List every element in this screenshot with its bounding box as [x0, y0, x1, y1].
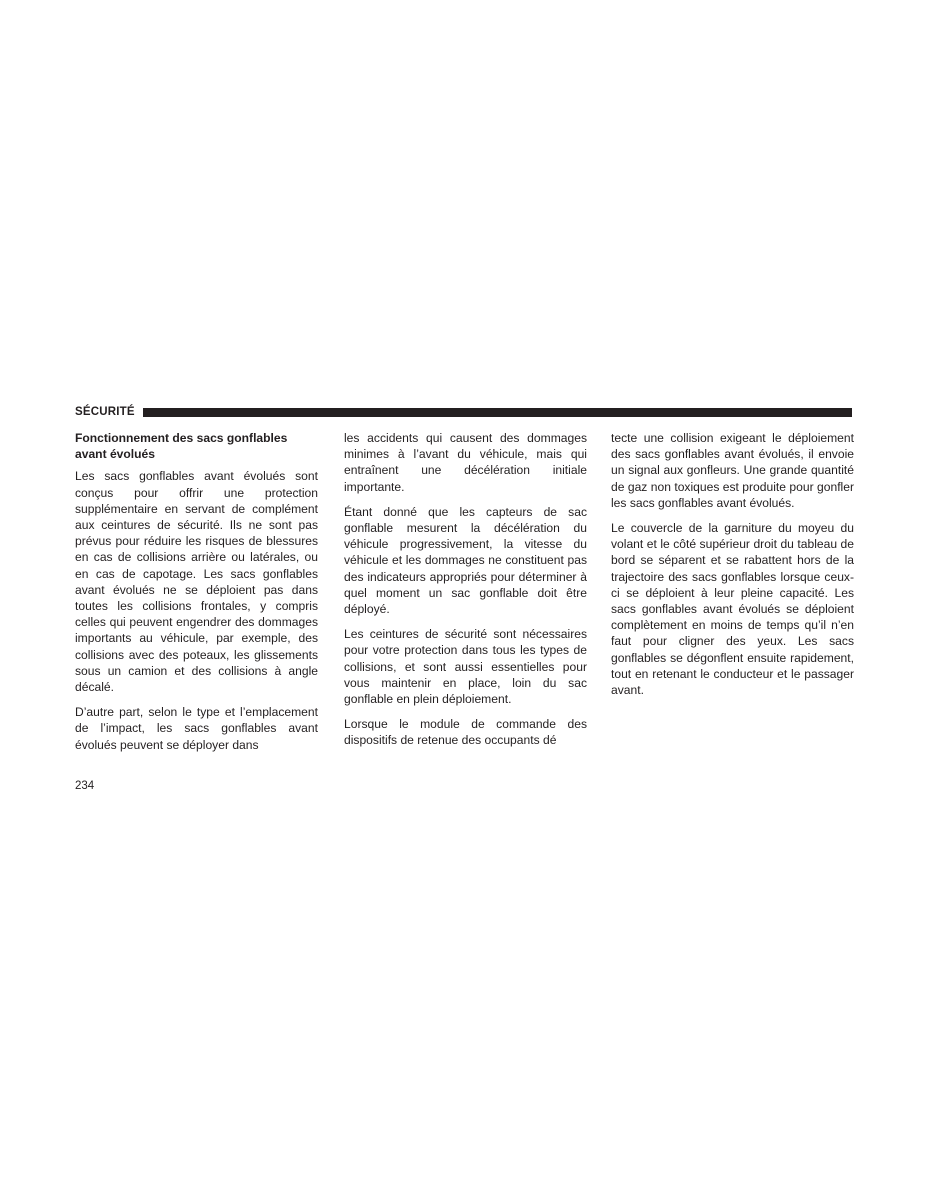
subsection-heading: Fonctionnement des sacs gonflables avant évolués — [75, 431, 288, 462]
page-number: 234 — [75, 780, 95, 792]
paragraph: Étant donné que les capteurs de sac gonflable mesurent la décélération du véhicule progressivement, la vitesse du véhicule et les dommages ne constituent pas des indicateurs appropriés pour déterminer à quel moment un sac gonflable doit être déployé. — [344, 504, 587, 617]
text-column-3 — [611, 430, 854, 707]
paragraph: Le couvercle de la garniture du moyeu du volant et le côté supérieur droit du tableau de bord se séparent et se rabattent hors de la trajectoire des sacs gonflables lorsque ceux-ci se déploient à leur pleine capacité. Les sacs gonflables avant évolués se déploient complètement en moins de temps qu’il n’en faut pour cligner des yeux. Les sacs gonflables se dégonflent ensuite rapidement, tout en retenant le conducteur et le passager avant. — [611, 521, 854, 698]
text-column-2 — [344, 430, 587, 758]
paragraph: les accidents qui causent des dommages minimes à l’avant du véhicule, mais qui entraînent une décélération initiale importante. — [344, 431, 587, 494]
paragraph: D’autre part, selon le type et l’emplacement de l’impact, les sacs gonflables avant évolués peuvent se déployer dans — [75, 705, 318, 752]
paragraph: Lorsque le module de commande des dispositifs de retenue des occupants dé — [344, 717, 587, 748]
section-rule-bar — [143, 408, 852, 417]
text-column-1 — [75, 430, 318, 762]
paragraph: Les ceintures de sécurité sont nécessaires pour votre protection dans tous les types de collisions, et sont aussi essentielles pour vous maintenir en place, loin du sac gonflable en plein déploiement. — [344, 627, 587, 707]
paragraph: tecte une collision exigeant le déploiement des sacs gonflables avant évolués, il envoie un signal aux gonfleurs. Une grande quantité de gaz non toxiques est produite pour gonfler les sacs gonflables avant évolués. — [611, 431, 854, 510]
section-header — [75, 405, 852, 419]
section-title: SÉCURITÉ — [75, 406, 135, 418]
paragraph: Les sacs gonflables avant évolués sont conçus pour offrir une protection supplémentaire en servant de complément aux ceintures de sécurité. Ils ne sont pas prévus pour réduire les risques de blessures en cas de collisions arrière ou latérales, ou en cas de capotage. Les sacs gonflables avant évolués ne se déploient pas dans toutes les collisions frontales, y compris celles qui peuvent engendrer des dommages importants au véhicule, par exemple, des collisions avec des poteaux, les glissements sous un camion et des collisions à angle décalé. — [75, 469, 318, 695]
